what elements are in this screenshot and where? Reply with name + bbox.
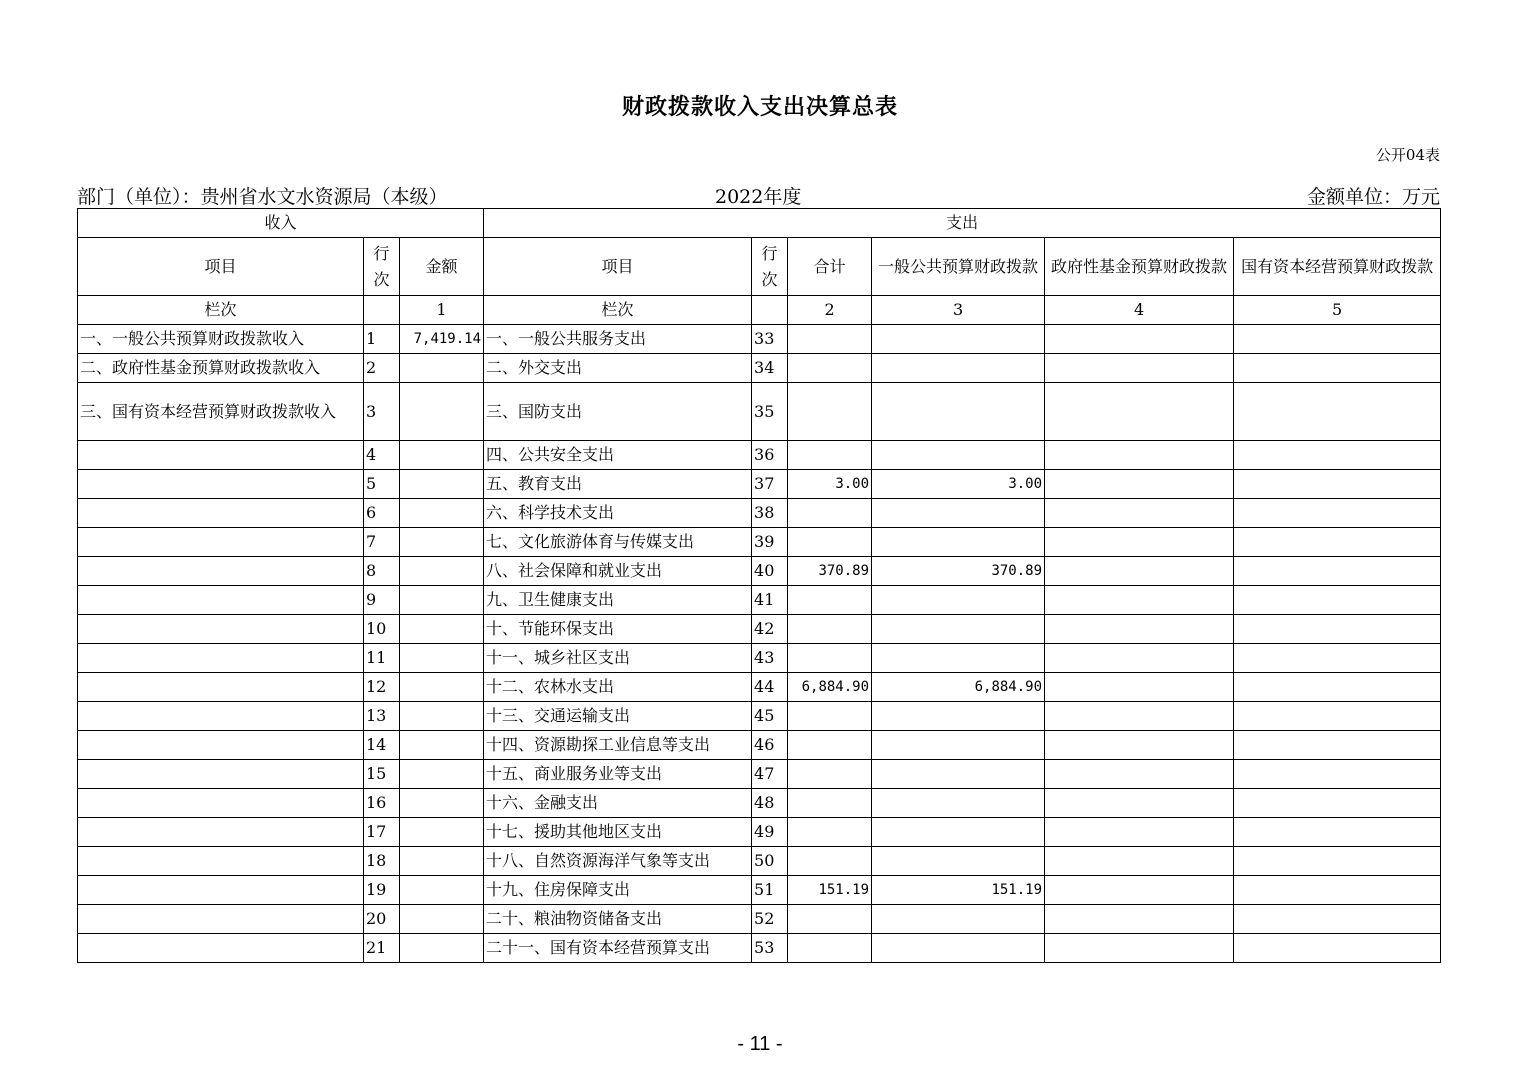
expense-item: 四、公共安全支出: [484, 441, 752, 470]
col-number-3: 3: [872, 296, 1045, 325]
expense-item: 十四、资源勘探工业信息等支出: [484, 731, 752, 760]
expense-line: 37: [752, 470, 788, 499]
income-line: 5: [364, 470, 400, 499]
department: 部门（单位）：贵州省水文水资源局（本级）: [77, 186, 448, 208]
fund-amount: [1045, 441, 1234, 470]
state-amount: [1234, 847, 1441, 876]
total-amount: [788, 644, 872, 673]
state-amount: [1234, 528, 1441, 557]
general-amount: 3.00: [872, 470, 1045, 499]
expense-item: 二十、粮油物资储备支出: [484, 905, 752, 934]
total-amount: [788, 789, 872, 818]
income-line: 2: [364, 354, 400, 383]
page-title: 财政拨款收入支出决算总表: [621, 94, 898, 120]
total-amount: [788, 383, 872, 441]
fund-amount: [1045, 818, 1234, 847]
col-number-5: 5: [1234, 296, 1441, 325]
fund-amount: [1045, 673, 1234, 702]
header-income-amount: 金额: [400, 238, 484, 296]
general-amount: [872, 905, 1045, 934]
header-income-item: 项目: [78, 238, 364, 296]
state-amount: [1234, 586, 1441, 615]
table-row: [78, 789, 1441, 818]
total-amount: [788, 934, 872, 963]
income-item: [78, 470, 364, 499]
expense-line: 36: [752, 441, 788, 470]
income-amount: [400, 847, 484, 876]
state-amount: [1234, 934, 1441, 963]
income-item: [78, 876, 364, 905]
income-amount: [400, 876, 484, 905]
total-amount: [788, 354, 872, 383]
income-amount: [400, 441, 484, 470]
fund-amount: [1045, 934, 1234, 963]
general-amount: [872, 731, 1045, 760]
income-amount: 7,419.14: [400, 325, 484, 354]
expense-item: 七、文化旅游体育与传媒支出: [484, 528, 752, 557]
state-amount: [1234, 325, 1441, 354]
state-amount: [1234, 499, 1441, 528]
general-amount: [872, 934, 1045, 963]
expense-item: 二十一、国有资本经营预算支出: [484, 934, 752, 963]
income-line: 10: [364, 615, 400, 644]
fund-amount: [1045, 702, 1234, 731]
income-item: [78, 789, 364, 818]
col-number-1: 1: [400, 296, 484, 325]
general-amount: [872, 383, 1045, 441]
expense-line: 40: [752, 557, 788, 586]
state-amount: [1234, 354, 1441, 383]
income-item: [78, 441, 364, 470]
fund-amount: [1045, 644, 1234, 673]
header-expense: 支出: [484, 209, 1441, 238]
income-amount: [400, 702, 484, 731]
total-amount: [788, 702, 872, 731]
general-amount: [872, 818, 1045, 847]
income-line: 11: [364, 644, 400, 673]
income-item: 三、国有资本经营预算财政拨款收入: [78, 383, 364, 441]
general-amount: [872, 702, 1045, 731]
expense-item: 十一、城乡社区支出: [484, 644, 752, 673]
fund-amount: [1045, 354, 1234, 383]
expense-line: 38: [752, 499, 788, 528]
income-item: [78, 760, 364, 789]
expense-line: 48: [752, 789, 788, 818]
col-number-2: 2: [788, 296, 872, 325]
state-amount: [1234, 644, 1441, 673]
income-line: 8: [364, 557, 400, 586]
general-amount: [872, 325, 1045, 354]
income-amount: [400, 818, 484, 847]
table-row: [78, 470, 1441, 499]
income-amount: [400, 586, 484, 615]
expense-line: 52: [752, 905, 788, 934]
income-item: [78, 702, 364, 731]
total-amount: [788, 499, 872, 528]
income-amount: [400, 731, 484, 760]
expense-item: 八、社会保障和就业支出: [484, 557, 752, 586]
general-amount: [872, 644, 1045, 673]
header-income-line: 行次: [364, 238, 400, 296]
table-row: [78, 325, 1441, 354]
expense-line: 33: [752, 325, 788, 354]
fund-amount: [1045, 586, 1234, 615]
table-row: [78, 354, 1441, 383]
expense-line: 43: [752, 644, 788, 673]
income-line: 15: [364, 760, 400, 789]
expense-line: 53: [752, 934, 788, 963]
state-amount: [1234, 760, 1441, 789]
expense-line: 45: [752, 702, 788, 731]
table-row: [78, 760, 1441, 789]
header-expense-line: 行次: [752, 238, 788, 296]
income-amount: [400, 673, 484, 702]
total-amount: [788, 731, 872, 760]
income-amount: [400, 789, 484, 818]
income-line: 18: [364, 847, 400, 876]
total-amount: [788, 847, 872, 876]
income-line: 13: [364, 702, 400, 731]
expense-item: 九、卫生健康支出: [484, 586, 752, 615]
expense-item: 十二、农林水支出: [484, 673, 752, 702]
general-amount: [872, 499, 1045, 528]
table-row: [78, 557, 1441, 586]
header-state: 国有资本经营预算财政拨款: [1234, 238, 1441, 296]
income-line: 16: [364, 789, 400, 818]
table-row: [78, 528, 1441, 557]
income-amount: [400, 557, 484, 586]
income-item: [78, 644, 364, 673]
total-amount: [788, 325, 872, 354]
table-row: [78, 441, 1441, 470]
income-line: 17: [364, 818, 400, 847]
fund-amount: [1045, 760, 1234, 789]
meta-line: [77, 182, 1440, 208]
header-expense-item: 项目: [484, 238, 752, 296]
income-item: [78, 615, 364, 644]
general-amount: [872, 354, 1045, 383]
expense-line: 46: [752, 731, 788, 760]
general-amount: 6,884.90: [872, 673, 1045, 702]
col-label-income: 栏次: [78, 296, 364, 325]
fund-amount: [1045, 470, 1234, 499]
income-line: 19: [364, 876, 400, 905]
income-amount: [400, 905, 484, 934]
state-amount: [1234, 383, 1441, 441]
expense-item: 二、外交支出: [484, 354, 752, 383]
expense-item: 十九、住房保障支出: [484, 876, 752, 905]
expense-line: 35: [752, 383, 788, 441]
income-line: 21: [364, 934, 400, 963]
state-amount: [1234, 557, 1441, 586]
state-amount: [1234, 905, 1441, 934]
income-amount: [400, 615, 484, 644]
general-amount: 370.89: [872, 557, 1045, 586]
income-line: 20: [364, 905, 400, 934]
state-amount: [1234, 441, 1441, 470]
expense-line: 47: [752, 760, 788, 789]
income-line: 12: [364, 673, 400, 702]
fund-amount: [1045, 847, 1234, 876]
expense-line: 42: [752, 615, 788, 644]
income-line: 1: [364, 325, 400, 354]
table-row: [78, 847, 1441, 876]
expense-item: 六、科学技术支出: [484, 499, 752, 528]
expense-item: 十、节能环保支出: [484, 615, 752, 644]
total-amount: 6,884.90: [788, 673, 872, 702]
table-row: [78, 644, 1441, 673]
state-amount: [1234, 470, 1441, 499]
total-amount: 151.19: [788, 876, 872, 905]
income-item: [78, 673, 364, 702]
expense-line: 41: [752, 586, 788, 615]
income-line: 9: [364, 586, 400, 615]
total-amount: 3.00: [788, 470, 872, 499]
fund-amount: [1045, 557, 1234, 586]
table-row: [78, 586, 1441, 615]
fund-amount: [1045, 528, 1234, 557]
form-number: 公开04表: [1375, 146, 1440, 164]
expense-item: 三、国防支出: [484, 383, 752, 441]
income-amount: [400, 383, 484, 441]
general-amount: [872, 441, 1045, 470]
col-label-expense: 栏次: [484, 296, 752, 325]
fiscal-year: 2022年度: [715, 186, 802, 208]
table-row: [78, 383, 1441, 441]
income-amount: [400, 470, 484, 499]
income-item: 二、政府性基金预算财政拨款收入: [78, 354, 364, 383]
state-amount: [1234, 702, 1441, 731]
general-amount: [872, 760, 1045, 789]
expense-line: 51: [752, 876, 788, 905]
fund-amount: [1045, 325, 1234, 354]
total-amount: [788, 818, 872, 847]
income-item: [78, 528, 364, 557]
table-row: [78, 818, 1441, 847]
state-amount: [1234, 673, 1441, 702]
income-item: [78, 731, 364, 760]
fund-amount: [1045, 905, 1234, 934]
income-amount: [400, 760, 484, 789]
income-line: 4: [364, 441, 400, 470]
general-amount: 151.19: [872, 876, 1045, 905]
income-amount: [400, 499, 484, 528]
state-amount: [1234, 789, 1441, 818]
income-item: 一、一般公共预算财政拨款收入: [78, 325, 364, 354]
total-amount: [788, 586, 872, 615]
fund-amount: [1045, 876, 1234, 905]
table-row: [78, 702, 1441, 731]
state-amount: [1234, 731, 1441, 760]
income-item: [78, 934, 364, 963]
expense-item: 十八、自然资源海洋气象等支出: [484, 847, 752, 876]
general-amount: [872, 615, 1045, 644]
table-row: [78, 876, 1441, 905]
col-label-blank: [752, 296, 788, 325]
fund-amount: [1045, 499, 1234, 528]
header-income: 收入: [78, 209, 484, 238]
table-row: [78, 934, 1441, 963]
income-line: 14: [364, 731, 400, 760]
table-row: [78, 905, 1441, 934]
income-amount: [400, 528, 484, 557]
expense-item: 五、教育支出: [484, 470, 752, 499]
page-number: - 11 -: [737, 1033, 783, 1055]
expense-line: 39: [752, 528, 788, 557]
general-amount: [872, 789, 1045, 818]
general-amount: [872, 528, 1045, 557]
income-line: 3: [364, 383, 400, 441]
total-amount: [788, 905, 872, 934]
fund-amount: [1045, 615, 1234, 644]
fund-amount: [1045, 789, 1234, 818]
fund-amount: [1045, 731, 1234, 760]
income-amount: [400, 354, 484, 383]
general-amount: [872, 847, 1045, 876]
table-row: [78, 499, 1441, 528]
total-amount: [788, 760, 872, 789]
income-item: [78, 499, 364, 528]
col-label-blank: [364, 296, 400, 325]
table-row: [78, 731, 1441, 760]
table-row: [78, 615, 1441, 644]
fund-amount: [1045, 383, 1234, 441]
budget-table: [77, 208, 1441, 963]
header-total: 合计: [788, 238, 872, 296]
expense-item: 一、一般公共服务支出: [484, 325, 752, 354]
income-item: [78, 905, 364, 934]
income-amount: [400, 934, 484, 963]
expense-item: 十三、交通运输支出: [484, 702, 752, 731]
state-amount: [1234, 818, 1441, 847]
total-amount: [788, 615, 872, 644]
general-amount: [872, 586, 1045, 615]
col-number-4: 4: [1045, 296, 1234, 325]
table-row: [78, 673, 1441, 702]
header-fund: 政府性基金预算财政拨款: [1045, 238, 1234, 296]
total-amount: [788, 441, 872, 470]
state-amount: [1234, 615, 1441, 644]
income-line: 6: [364, 499, 400, 528]
income-amount: [400, 644, 484, 673]
income-item: [78, 586, 364, 615]
expense-line: 49: [752, 818, 788, 847]
expense-line: 34: [752, 354, 788, 383]
state-amount: [1234, 876, 1441, 905]
income-item: [78, 557, 364, 586]
expense-item: 十六、金融支出: [484, 789, 752, 818]
total-amount: [788, 528, 872, 557]
expense-item: 十七、援助其他地区支出: [484, 818, 752, 847]
income-item: [78, 818, 364, 847]
expense-line: 44: [752, 673, 788, 702]
total-amount: 370.89: [788, 557, 872, 586]
expense-line: 50: [752, 847, 788, 876]
amount-unit: 金额单位：万元: [1306, 186, 1440, 208]
income-item: [78, 847, 364, 876]
income-line: 7: [364, 528, 400, 557]
expense-item: 十五、商业服务业等支出: [484, 760, 752, 789]
header-general: 一般公共预算财政拨款: [872, 238, 1045, 296]
